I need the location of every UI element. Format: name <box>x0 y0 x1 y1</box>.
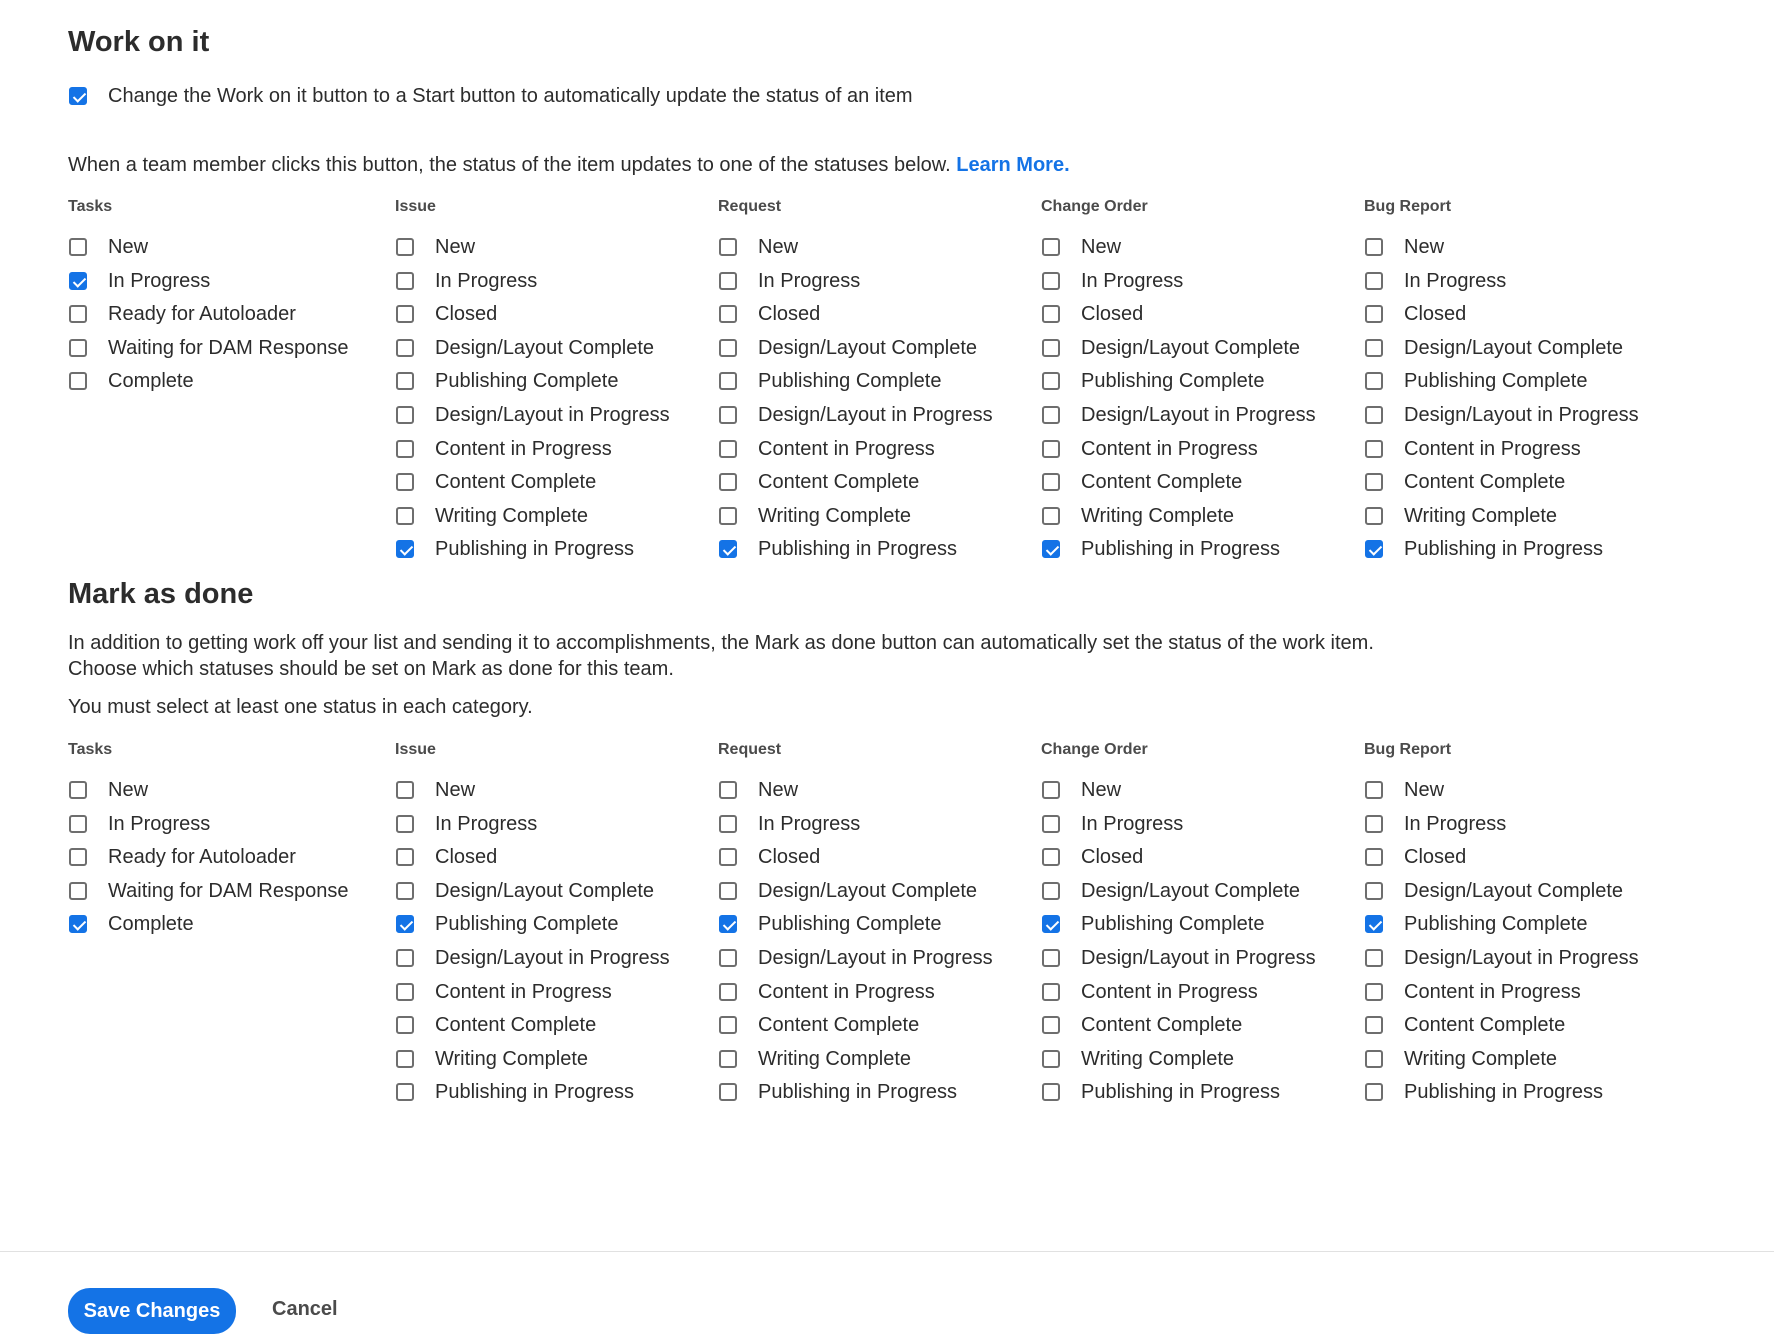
status-checkbox-request-in-progress[interactable] <box>719 815 737 833</box>
status-label-bug-report-design-layout-complete[interactable]: Design/Layout Complete <box>1404 879 1624 902</box>
status-label-tasks-waiting-for-dam-response[interactable]: Waiting for DAM Response <box>108 879 349 902</box>
status-checkbox-change-order-content-in-progress[interactable] <box>1042 983 1060 1001</box>
status-label-issue-publishing-complete[interactable]: Publishing Complete <box>435 913 619 936</box>
column-header-tasks: Tasks <box>68 741 113 758</box>
status-label-issue-content-in-progress[interactable]: Content in Progress <box>435 437 612 460</box>
status-label-request-content-complete[interactable]: Content Complete <box>758 471 920 494</box>
status-label-issue-writing-complete[interactable]: Writing Complete <box>435 504 589 527</box>
status-checkbox-tasks-new[interactable] <box>69 781 87 799</box>
cancel-button[interactable]: Cancel <box>272 1298 338 1320</box>
status-checkbox-bug-report-closed[interactable] <box>1365 305 1383 323</box>
status-label-request-publishing-complete[interactable]: Publishing Complete <box>758 370 942 393</box>
status-label-issue-in-progress[interactable]: In Progress <box>435 812 538 835</box>
status-label-issue-content-complete[interactable]: Content Complete <box>435 471 597 494</box>
status-checkbox-tasks-ready-for-autoloader[interactable] <box>69 305 87 323</box>
status-checkbox-issue-new[interactable] <box>396 238 414 256</box>
status-label-request-in-progress[interactable]: In Progress <box>758 812 861 835</box>
status-label-bug-report-new[interactable]: New <box>1404 779 1445 801</box>
status-label-request-publishing-in-progress[interactable]: Publishing in Progress <box>758 538 957 561</box>
status-label-issue-design-layout-complete[interactable]: Design/Layout Complete <box>435 336 655 359</box>
status-label-change-order-design-layout-complete[interactable]: Design/Layout Complete <box>1081 336 1301 359</box>
status-checkbox-issue-closed[interactable] <box>396 305 414 323</box>
column-header-change-order: Change Order <box>1041 741 1148 758</box>
status-label-request-writing-complete[interactable]: Writing Complete <box>758 504 912 527</box>
status-checkbox-tasks-waiting-for-dam-response[interactable] <box>69 339 87 357</box>
status-checkbox-bug-report-content-in-progress[interactable] <box>1365 983 1383 1001</box>
status-label-bug-report-writing-complete[interactable]: Writing Complete <box>1404 1047 1558 1070</box>
status-checkbox-change-order-new[interactable] <box>1042 781 1060 799</box>
status-checkbox-bug-report-design-layout-in-progress[interactable] <box>1365 406 1383 424</box>
status-checkbox-bug-report-publishing-in-progress[interactable] <box>1365 1083 1383 1101</box>
status-label-change-order-writing-complete[interactable]: Writing Complete <box>1081 504 1235 527</box>
start-button-checkbox[interactable] <box>69 87 87 105</box>
status-label-bug-report-content-in-progress[interactable]: Content in Progress <box>1404 980 1581 1003</box>
status-checkbox-bug-report-content-complete[interactable] <box>1365 1016 1383 1034</box>
status-checkbox-change-order-publishing-in-progress[interactable] <box>1042 1083 1060 1101</box>
status-checkbox-request-writing-complete[interactable] <box>719 507 737 525</box>
status-checkbox-change-order-design-layout-in-progress[interactable] <box>1042 949 1060 967</box>
column-header-bug-report: Bug Report <box>1364 741 1452 758</box>
status-checkbox-change-order-writing-complete[interactable] <box>1042 1050 1060 1068</box>
status-label-request-design-layout-complete[interactable]: Design/Layout Complete <box>758 879 978 902</box>
status-label-change-order-design-layout-complete[interactable]: Design/Layout Complete <box>1081 879 1301 902</box>
status-label-bug-report-design-layout-in-progress[interactable]: Design/Layout in Progress <box>1404 404 1639 426</box>
status-checkbox-bug-report-design-layout-in-progress[interactable] <box>1365 949 1383 967</box>
status-label-request-content-in-progress[interactable]: Content in Progress <box>758 437 935 460</box>
status-checkbox-issue-publishing-complete[interactable] <box>396 372 414 390</box>
status-checkbox-change-order-design-layout-complete[interactable] <box>1042 882 1060 900</box>
status-label-bug-report-design-layout-in-progress[interactable]: Design/Layout in Progress <box>1404 947 1639 969</box>
status-checkbox-request-new[interactable] <box>719 781 737 799</box>
status-checkbox-issue-design-layout-complete[interactable] <box>396 882 414 900</box>
status-label-request-new[interactable]: New <box>758 779 799 801</box>
status-checkbox-bug-report-closed[interactable] <box>1365 848 1383 866</box>
work-on-it-description-text: When a team member clicks this button, the status of the item updates to one of the statuses below. <box>68 154 951 176</box>
status-label-change-order-new[interactable]: New <box>1081 236 1122 258</box>
status-label-change-order-content-in-progress[interactable]: Content in Progress <box>1081 437 1258 460</box>
status-checkbox-change-order-content-complete[interactable] <box>1042 1016 1060 1034</box>
column-header-change-order: Change Order <box>1041 198 1148 215</box>
status-label-bug-report-design-layout-complete[interactable]: Design/Layout Complete <box>1404 336 1624 359</box>
status-checkbox-request-content-complete[interactable] <box>719 473 737 491</box>
status-checkbox-bug-report-publishing-in-progress[interactable] <box>1365 540 1383 558</box>
mark-as-done-description-line1: In addition to getting work off your list and sending it to accomplishments, the Mark as done button can automatically set the status of the work item. <box>68 632 1374 654</box>
work-on-it-title: Work on it <box>68 26 210 58</box>
status-label-issue-new[interactable]: New <box>435 236 476 258</box>
status-checkbox-request-design-layout-in-progress[interactable] <box>719 949 737 967</box>
status-label-bug-report-closed[interactable]: Closed <box>1404 303 1467 326</box>
status-checkbox-change-order-design-layout-complete[interactable] <box>1042 339 1060 357</box>
status-label-issue-design-layout-in-progress[interactable]: Design/Layout in Progress <box>435 404 670 426</box>
status-checkbox-request-content-in-progress[interactable] <box>719 983 737 1001</box>
status-label-change-order-content-complete[interactable]: Content Complete <box>1081 471 1243 494</box>
mark-as-done-title: Mark as done <box>68 578 254 610</box>
status-checkbox-issue-writing-complete[interactable] <box>396 507 414 525</box>
status-label-bug-report-in-progress[interactable]: In Progress <box>1404 269 1507 292</box>
status-checkbox-bug-report-content-in-progress[interactable] <box>1365 440 1383 458</box>
status-checkbox-request-publishing-in-progress[interactable] <box>719 1083 737 1101</box>
status-checkbox-change-order-in-progress[interactable] <box>1042 272 1060 290</box>
status-checkbox-request-design-layout-complete[interactable] <box>719 882 737 900</box>
status-label-tasks-ready-for-autoloader[interactable]: Ready for Autoloader <box>108 303 296 326</box>
start-button-checkbox-label[interactable]: Change the Work on it button to a Start button to automatically update the status of an item <box>108 85 913 107</box>
status-label-tasks-new[interactable]: New <box>108 236 149 258</box>
status-checkbox-bug-report-new[interactable] <box>1365 781 1383 799</box>
status-label-bug-report-content-complete[interactable]: Content Complete <box>1404 1014 1566 1037</box>
status-label-issue-in-progress[interactable]: In Progress <box>435 269 538 292</box>
status-checkbox-change-order-publishing-complete[interactable] <box>1042 372 1060 390</box>
status-checkbox-tasks-complete[interactable] <box>69 915 87 933</box>
status-checkbox-issue-in-progress[interactable] <box>396 272 414 290</box>
status-label-bug-report-writing-complete[interactable]: Writing Complete <box>1404 504 1558 527</box>
status-label-tasks-ready-for-autoloader[interactable]: Ready for Autoloader <box>108 846 296 869</box>
status-checkbox-bug-report-publishing-complete[interactable] <box>1365 915 1383 933</box>
status-label-request-publishing-complete[interactable]: Publishing Complete <box>758 913 942 936</box>
status-checkbox-request-content-complete[interactable] <box>719 1016 737 1034</box>
status-checkbox-issue-design-layout-in-progress[interactable] <box>396 406 414 424</box>
status-label-issue-publishing-in-progress[interactable]: Publishing in Progress <box>435 1081 634 1104</box>
status-label-change-order-publishing-in-progress[interactable]: Publishing in Progress <box>1081 538 1280 561</box>
status-label-issue-design-layout-in-progress[interactable]: Design/Layout in Progress <box>435 947 670 969</box>
status-label-issue-content-in-progress[interactable]: Content in Progress <box>435 980 612 1003</box>
status-checkbox-tasks-ready-for-autoloader[interactable] <box>69 848 87 866</box>
status-checkbox-request-content-in-progress[interactable] <box>719 440 737 458</box>
status-checkbox-tasks-waiting-for-dam-response[interactable] <box>69 882 87 900</box>
status-label-change-order-publishing-complete[interactable]: Publishing Complete <box>1081 913 1265 936</box>
mark-as-done-description <box>68 630 1374 682</box>
status-label-request-design-layout-in-progress[interactable]: Design/Layout in Progress <box>758 404 993 426</box>
status-checkbox-issue-design-layout-in-progress[interactable] <box>396 949 414 967</box>
status-label-change-order-publishing-in-progress[interactable]: Publishing in Progress <box>1081 1081 1280 1104</box>
status-checkbox-change-order-publishing-complete[interactable] <box>1042 915 1060 933</box>
mark-as-done-description-line2: Choose which statuses should be set on Mark as done for this team. <box>68 658 674 680</box>
status-label-request-publishing-in-progress[interactable]: Publishing in Progress <box>758 1081 957 1104</box>
status-label-change-order-in-progress[interactable]: In Progress <box>1081 269 1184 292</box>
status-checkbox-issue-content-in-progress[interactable] <box>396 440 414 458</box>
status-checkbox-request-writing-complete[interactable] <box>719 1050 737 1068</box>
column-header-issue: Issue <box>395 741 436 758</box>
status-label-request-design-layout-in-progress[interactable]: Design/Layout in Progress <box>758 947 993 969</box>
status-label-request-closed[interactable]: Closed <box>758 303 821 326</box>
status-checkbox-request-design-layout-complete[interactable] <box>719 339 737 357</box>
status-label-bug-report-in-progress[interactable]: In Progress <box>1404 812 1507 835</box>
status-checkbox-request-publishing-complete[interactable] <box>719 915 737 933</box>
status-checkbox-tasks-in-progress[interactable] <box>69 815 87 833</box>
status-label-issue-publishing-in-progress[interactable]: Publishing in Progress <box>435 538 634 561</box>
status-label-bug-report-publishing-complete[interactable]: Publishing Complete <box>1404 913 1588 936</box>
status-checkbox-issue-closed[interactable] <box>396 848 414 866</box>
status-label-tasks-complete[interactable]: Complete <box>108 913 194 936</box>
status-checkbox-change-order-content-in-progress[interactable] <box>1042 440 1060 458</box>
status-label-issue-closed[interactable]: Closed <box>435 303 498 326</box>
status-checkbox-change-order-content-complete[interactable] <box>1042 473 1060 491</box>
status-label-request-new[interactable]: New <box>758 236 799 258</box>
status-checkbox-change-order-closed[interactable] <box>1042 848 1060 866</box>
status-label-request-writing-complete[interactable]: Writing Complete <box>758 1047 912 1070</box>
status-checkbox-bug-report-content-complete[interactable] <box>1365 473 1383 491</box>
column-header-request: Request <box>718 198 782 215</box>
status-checkbox-change-order-closed[interactable] <box>1042 305 1060 323</box>
status-checkbox-request-in-progress[interactable] <box>719 272 737 290</box>
status-label-change-order-new[interactable]: New <box>1081 779 1122 801</box>
status-label-change-order-closed[interactable]: Closed <box>1081 303 1144 326</box>
status-label-tasks-complete[interactable]: Complete <box>108 370 194 393</box>
save-changes-button[interactable]: Save Changes <box>68 1288 236 1334</box>
work-on-it-description <box>68 152 1070 178</box>
status-label-issue-design-layout-complete[interactable]: Design/Layout Complete <box>435 879 655 902</box>
status-label-issue-content-complete[interactable]: Content Complete <box>435 1014 597 1037</box>
status-label-bug-report-content-complete[interactable]: Content Complete <box>1404 471 1566 494</box>
status-label-bug-report-publishing-in-progress[interactable]: Publishing in Progress <box>1404 1081 1603 1104</box>
status-checkbox-issue-writing-complete[interactable] <box>396 1050 414 1068</box>
status-checkbox-issue-content-complete[interactable] <box>396 473 414 491</box>
status-checkbox-bug-report-writing-complete[interactable] <box>1365 507 1383 525</box>
status-checkbox-tasks-new[interactable] <box>69 238 87 256</box>
status-label-change-order-design-layout-in-progress[interactable]: Design/Layout in Progress <box>1081 947 1316 969</box>
status-checkbox-request-new[interactable] <box>719 238 737 256</box>
status-label-change-order-writing-complete[interactable]: Writing Complete <box>1081 1047 1235 1070</box>
status-checkbox-request-publishing-in-progress[interactable] <box>719 540 737 558</box>
status-checkbox-change-order-publishing-in-progress[interactable] <box>1042 540 1060 558</box>
status-label-change-order-content-in-progress[interactable]: Content in Progress <box>1081 980 1258 1003</box>
status-checkbox-bug-report-writing-complete[interactable] <box>1365 1050 1383 1068</box>
mark-as-done-requirement: You must select at least one status in each category. <box>68 696 533 718</box>
column-header-issue: Issue <box>395 198 436 215</box>
status-checkbox-issue-publishing-complete[interactable] <box>396 915 414 933</box>
column-header-tasks: Tasks <box>68 198 113 215</box>
status-checkbox-bug-report-publishing-complete[interactable] <box>1365 372 1383 390</box>
status-label-change-order-in-progress[interactable]: In Progress <box>1081 812 1184 835</box>
status-checkbox-issue-content-in-progress[interactable] <box>396 983 414 1001</box>
status-label-bug-report-closed[interactable]: Closed <box>1404 846 1467 869</box>
status-checkbox-bug-report-design-layout-complete[interactable] <box>1365 339 1383 357</box>
status-checkbox-change-order-writing-complete[interactable] <box>1042 507 1060 525</box>
status-checkbox-change-order-new[interactable] <box>1042 238 1060 256</box>
status-checkbox-tasks-complete[interactable] <box>69 372 87 390</box>
learn-more-link[interactable]: Learn More. <box>956 154 1070 176</box>
status-label-issue-publishing-complete[interactable]: Publishing Complete <box>435 370 619 393</box>
footer-divider <box>0 1251 1774 1252</box>
status-checkbox-bug-report-new[interactable] <box>1365 238 1383 256</box>
column-header-bug-report: Bug Report <box>1364 198 1452 215</box>
status-label-bug-report-new[interactable]: New <box>1404 236 1445 258</box>
status-checkbox-issue-new[interactable] <box>396 781 414 799</box>
status-checkbox-request-design-layout-in-progress[interactable] <box>719 406 737 424</box>
status-label-bug-report-publishing-complete[interactable]: Publishing Complete <box>1404 370 1588 393</box>
status-label-issue-closed[interactable]: Closed <box>435 846 498 869</box>
status-checkbox-issue-publishing-in-progress[interactable] <box>396 540 414 558</box>
status-label-issue-writing-complete[interactable]: Writing Complete <box>435 1047 589 1070</box>
column-header-request: Request <box>718 741 782 758</box>
status-checkbox-change-order-in-progress[interactable] <box>1042 815 1060 833</box>
status-checkbox-issue-design-layout-complete[interactable] <box>396 339 414 357</box>
status-label-tasks-in-progress[interactable]: In Progress <box>108 269 211 292</box>
status-checkbox-bug-report-design-layout-complete[interactable] <box>1365 882 1383 900</box>
status-checkbox-bug-report-in-progress[interactable] <box>1365 815 1383 833</box>
status-checkbox-issue-in-progress[interactable] <box>396 815 414 833</box>
status-label-request-closed[interactable]: Closed <box>758 846 821 869</box>
status-label-bug-report-content-in-progress[interactable]: Content in Progress <box>1404 437 1581 460</box>
status-label-request-in-progress[interactable]: In Progress <box>758 269 861 292</box>
status-label-tasks-waiting-for-dam-response[interactable]: Waiting for DAM Response <box>108 336 349 359</box>
status-checkbox-issue-publishing-in-progress[interactable] <box>396 1083 414 1101</box>
status-label-tasks-new[interactable]: New <box>108 779 149 801</box>
status-checkbox-request-closed[interactable] <box>719 848 737 866</box>
status-label-request-design-layout-complete[interactable]: Design/Layout Complete <box>758 336 978 359</box>
status-label-bug-report-publishing-in-progress[interactable]: Publishing in Progress <box>1404 538 1603 561</box>
status-checkbox-bug-report-in-progress[interactable] <box>1365 272 1383 290</box>
status-label-issue-new[interactable]: New <box>435 779 476 801</box>
status-checkbox-request-closed[interactable] <box>719 305 737 323</box>
status-label-tasks-in-progress[interactable]: In Progress <box>108 812 211 835</box>
status-checkbox-request-publishing-complete[interactable] <box>719 372 737 390</box>
status-label-request-content-in-progress[interactable]: Content in Progress <box>758 980 935 1003</box>
status-label-change-order-design-layout-in-progress[interactable]: Design/Layout in Progress <box>1081 404 1316 426</box>
status-label-request-content-complete[interactable]: Content Complete <box>758 1014 920 1037</box>
status-label-change-order-closed[interactable]: Closed <box>1081 846 1144 869</box>
status-checkbox-change-order-design-layout-in-progress[interactable] <box>1042 406 1060 424</box>
status-checkbox-issue-content-complete[interactable] <box>396 1016 414 1034</box>
status-checkbox-tasks-in-progress[interactable] <box>69 272 87 290</box>
status-label-change-order-publishing-complete[interactable]: Publishing Complete <box>1081 370 1265 393</box>
status-label-change-order-content-complete[interactable]: Content Complete <box>1081 1014 1243 1037</box>
